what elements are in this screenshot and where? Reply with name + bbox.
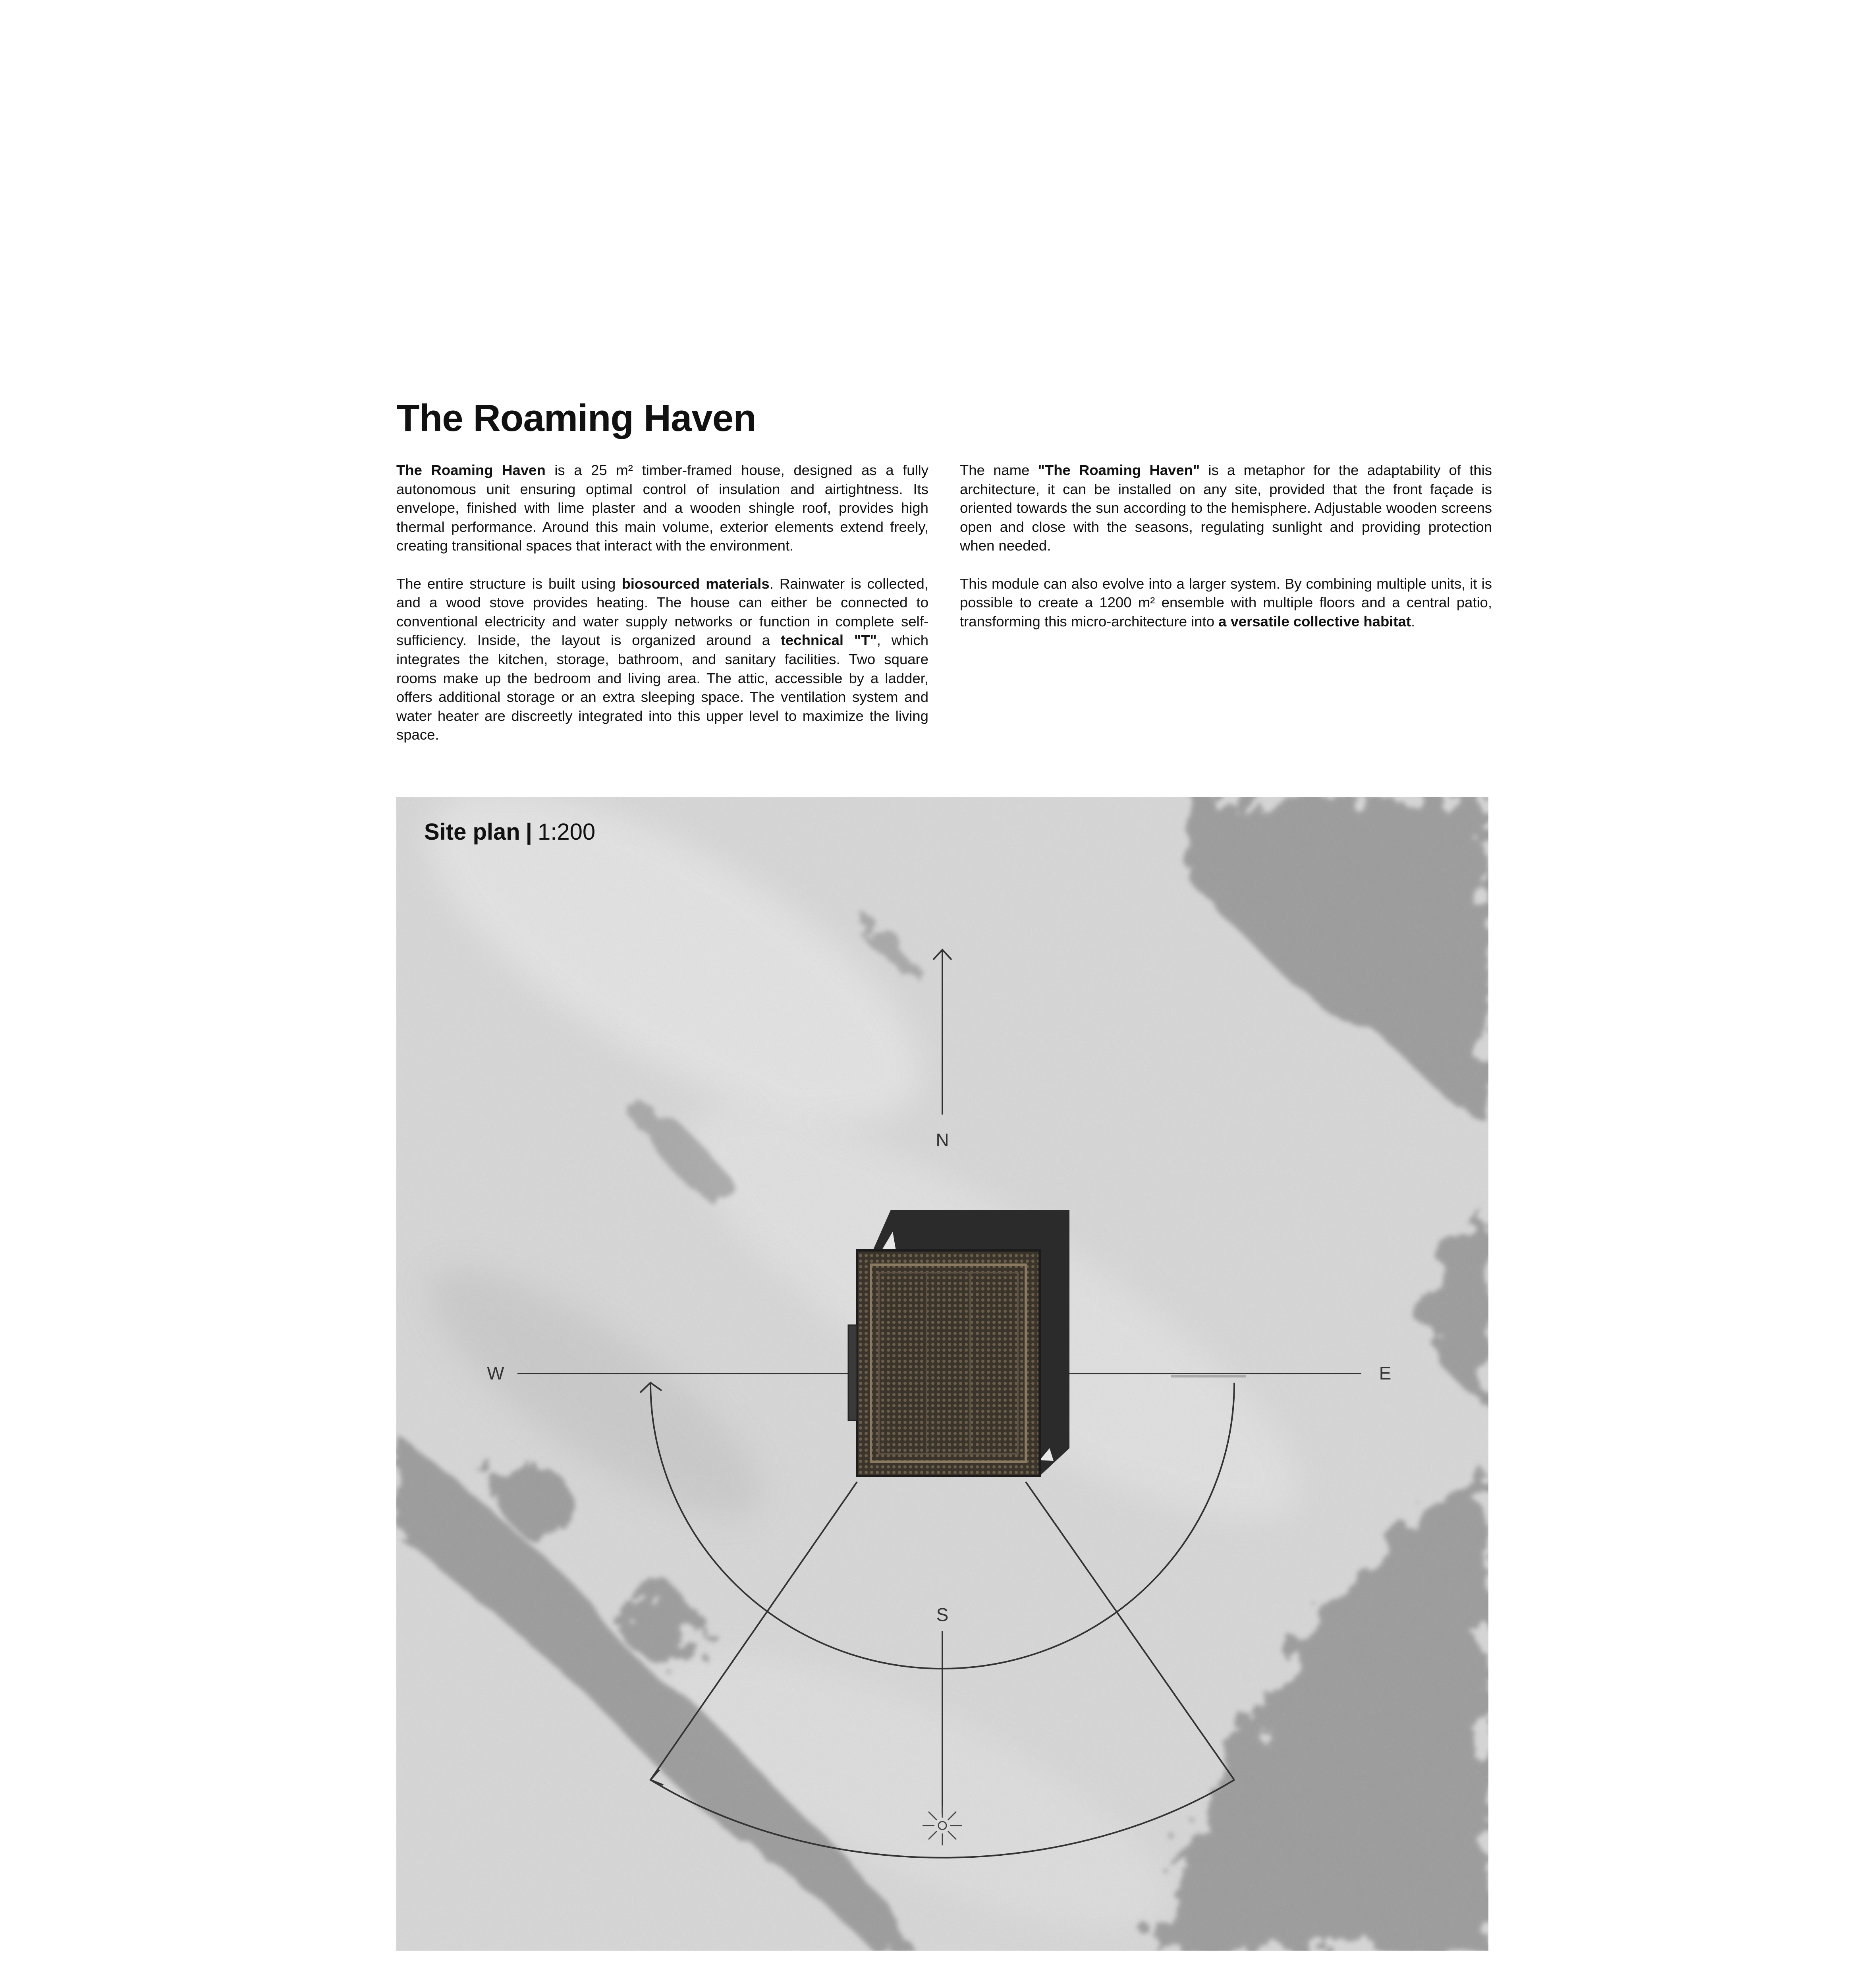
site-plan-separator: | xyxy=(525,819,532,845)
compass-west-label: W xyxy=(487,1363,504,1383)
site-plan-drawing xyxy=(396,797,1488,1951)
compass-east-label: E xyxy=(1379,1363,1392,1383)
site-plan-figure xyxy=(396,797,1488,1951)
sun-icon xyxy=(923,1806,962,1845)
evolution-paragraph: This module can also evolve into a larger system. By combining multiple units, it is possible to create a 1200 m² ensemble with multiple floors and a central patio, transforming this micro-architecture into a versatile collective habitat. xyxy=(960,575,1492,630)
north-arrow xyxy=(933,950,952,1115)
house-plan xyxy=(848,1210,1069,1476)
site-plan-heading xyxy=(424,819,595,845)
site-plan-label: Site plan xyxy=(424,819,520,845)
description-left-column xyxy=(396,461,928,763)
intro-paragraph: The Roaming Haven is a 25 m² timber-framed house, designed as a fully autonomous unit ensuring optimal control of insulation and airtightness. Its envelope, finished with lime plaster and a wooden shingle roof, provides high thermal performance. Around this main volume, exterior elements extend freely, creating transitional spaces that interact with the environment. xyxy=(396,462,928,554)
compass-north-label: N xyxy=(936,1130,949,1150)
page-title: The Roaming Haven xyxy=(396,397,756,439)
description-right-column xyxy=(960,461,1492,650)
site-plan-scale: 1:200 xyxy=(537,819,596,845)
compass-south-label: S xyxy=(936,1604,949,1625)
name-paragraph: The name "The Roaming Haven" is a metaphor for the adaptability of this architecture, it can be installed on any site, provided that the front façade is oriented towards the sun according to the hemisphere. Adjustable wooden screens open and close with the seasons, regulating sunlight and providing protection when needed. xyxy=(960,462,1492,554)
materials-paragraph: The entire structure is built using biosourced materials. Rainwater is collected, and a wood stove provides heating. The house can either be connected to conventional electricity and water supply networks or function in complete self-sufficiency. Inside, the layout is organized around a technical "T", which integrates the kitchen, storage, bathroom, and sanitary facilities. Two square rooms make up the bedroom and living area. The attic, accessible by a ladder, offers additional storage or an extra sleeping space. The ventilation system and water heater are discreetly integrated into this upper level to maximize the living space. xyxy=(396,575,928,743)
